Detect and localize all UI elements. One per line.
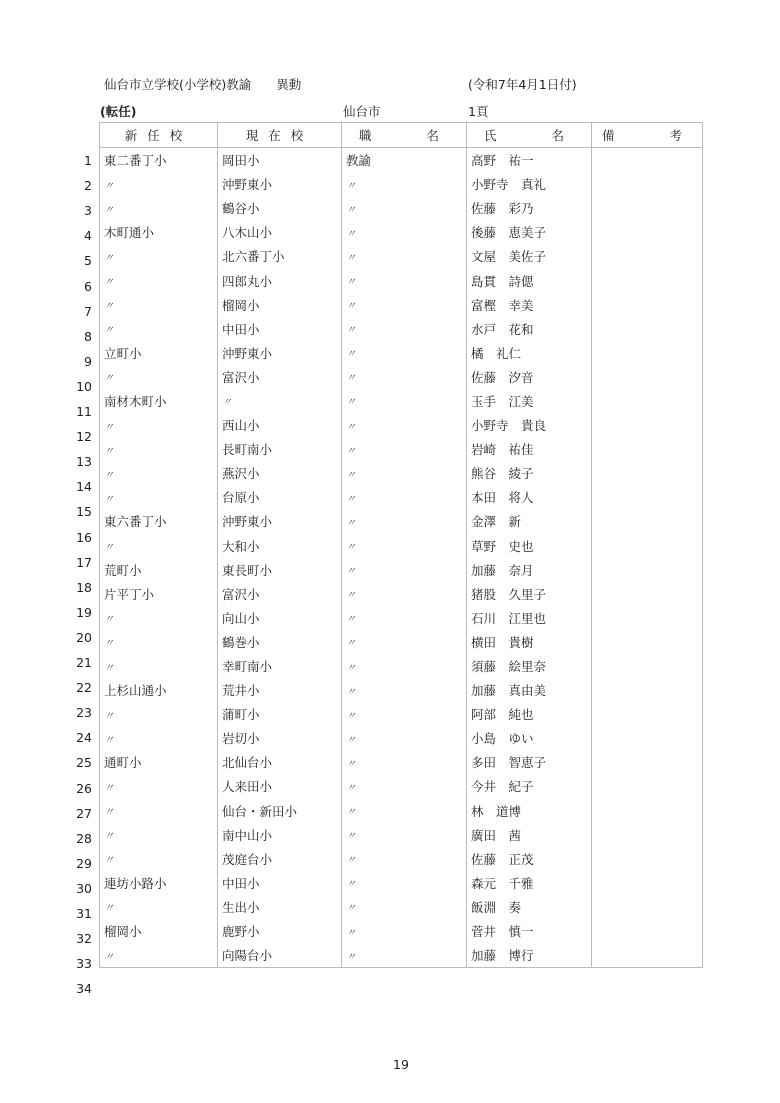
current-school-cell: 鹿野小	[218, 919, 342, 943]
remarks-cell	[592, 220, 703, 244]
current-school-cell: 鶴巻小	[218, 630, 342, 654]
position-cell: 〃	[342, 341, 467, 365]
new-school-cell: 〃	[100, 726, 218, 750]
remarks-cell	[592, 534, 703, 558]
table-row	[100, 558, 703, 582]
row-number: 2	[84, 178, 92, 194]
new-school-cell: 〃	[100, 606, 218, 630]
name-cell: 島貫 詩偲	[467, 268, 592, 292]
current-school-cell: 向陽台小	[218, 943, 342, 968]
current-school-cell: 長町南小	[218, 437, 342, 461]
name-cell: 佐藤 彩乃	[467, 196, 592, 220]
current-school-cell: 人来田小	[218, 774, 342, 798]
row-number: 1	[84, 153, 92, 168]
remarks-cell	[592, 871, 703, 895]
row-number: 20	[76, 629, 92, 645]
new-school-cell: 東二番丁小	[100, 148, 218, 173]
remarks-cell	[592, 148, 703, 173]
row-number: 28	[76, 830, 92, 846]
current-school-cell: 荒井小	[218, 678, 342, 702]
name-cell: 佐藤 正茂	[467, 847, 592, 871]
current-school-cell: 北仙台小	[218, 750, 342, 774]
position-cell: 〃	[342, 823, 467, 847]
remarks-cell	[592, 485, 703, 509]
position-cell: 〃	[342, 871, 467, 895]
table-row	[100, 799, 703, 823]
current-school-cell: 仙台・新田小	[218, 799, 342, 823]
name-cell: 猪股 久里子	[467, 582, 592, 606]
table-row	[100, 774, 703, 798]
new-school-cell: 〃	[100, 485, 218, 509]
table-row	[100, 726, 703, 750]
remarks-cell	[592, 654, 703, 678]
table-row	[100, 871, 703, 895]
page-label: 1頁	[468, 104, 489, 119]
new-school-cell: 〃	[100, 702, 218, 726]
table-row	[100, 654, 703, 678]
name-cell: 阿部 純也	[467, 702, 592, 726]
remarks-cell	[592, 630, 703, 654]
current-school-cell: 燕沢小	[218, 461, 342, 485]
current-school-cell: 榴岡小	[218, 293, 342, 317]
row-number: 16	[76, 529, 92, 545]
position-cell: 〃	[342, 943, 467, 968]
column-header-name: 氏 名	[467, 123, 592, 148]
new-school-cell: 南材木町小	[100, 389, 218, 413]
category-label: (転任)	[100, 104, 137, 119]
current-school-cell: 幸町南小	[218, 654, 342, 678]
table-row	[100, 534, 703, 558]
table-row	[100, 750, 703, 774]
position-cell: 〃	[342, 293, 467, 317]
page-number: 19	[393, 1057, 409, 1072]
row-number: 32	[76, 931, 92, 947]
new-school-cell: 〃	[100, 244, 218, 268]
name-cell: 熊谷 綾子	[467, 461, 592, 485]
current-school-cell: 大和小	[218, 534, 342, 558]
new-school-cell: 〃	[100, 799, 218, 823]
new-school-cell: 〃	[100, 823, 218, 847]
column-header-current-school: 現在校	[218, 123, 342, 148]
current-school-cell: 中田小	[218, 317, 342, 341]
current-school-cell: 岡田小	[218, 148, 342, 173]
row-number: 19	[76, 604, 92, 620]
row-number: 12	[76, 429, 92, 445]
table-row	[100, 943, 703, 968]
new-school-cell: 通町小	[100, 750, 218, 774]
new-school-cell: 〃	[100, 293, 218, 317]
current-school-cell: 富沢小	[218, 365, 342, 389]
position-cell: 〃	[342, 317, 467, 341]
table-row	[100, 244, 703, 268]
current-school-cell: 八木山小	[218, 220, 342, 244]
row-number: 4	[84, 228, 92, 244]
position-cell: 〃	[342, 220, 467, 244]
document-title: 仙台市立学校(小学校)教諭 異動	[104, 77, 302, 92]
name-cell: 水戸 花和	[467, 317, 592, 341]
table-row	[100, 485, 703, 509]
table-row	[100, 630, 703, 654]
name-cell: 橘 礼仁	[467, 341, 592, 365]
position-cell: 〃	[342, 799, 467, 823]
remarks-cell	[592, 389, 703, 413]
position-cell: 〃	[342, 268, 467, 292]
current-school-cell: 四郎丸小	[218, 268, 342, 292]
row-number: 14	[76, 479, 92, 495]
name-cell: 多田 智恵子	[467, 750, 592, 774]
new-school-cell: 〃	[100, 534, 218, 558]
row-number: 15	[76, 504, 92, 520]
position-cell: 〃	[342, 461, 467, 485]
remarks-cell	[592, 606, 703, 630]
table-row	[100, 172, 703, 196]
position-cell: 〃	[342, 895, 467, 919]
current-school-cell: 〃	[218, 389, 342, 413]
name-cell: 小島 ゆい	[467, 726, 592, 750]
position-cell: 〃	[342, 365, 467, 389]
remarks-cell	[592, 317, 703, 341]
position-cell: 〃	[342, 847, 467, 871]
table-row	[100, 317, 703, 341]
name-cell: 加藤 真由美	[467, 678, 592, 702]
position-cell: 〃	[342, 558, 467, 582]
name-cell: 小野寺 貴良	[467, 413, 592, 437]
remarks-cell	[592, 678, 703, 702]
row-number: 22	[76, 680, 92, 696]
remarks-cell	[592, 943, 703, 968]
table-row	[100, 823, 703, 847]
row-number: 34	[76, 981, 92, 997]
new-school-cell: 〃	[100, 365, 218, 389]
new-school-cell: 〃	[100, 654, 218, 678]
new-school-cell: 立町小	[100, 341, 218, 365]
current-school-cell: 生出小	[218, 895, 342, 919]
row-number: 7	[84, 303, 92, 319]
remarks-cell	[592, 293, 703, 317]
current-school-cell: 茂庭台小	[218, 847, 342, 871]
row-number: 10	[76, 378, 92, 394]
table-row	[100, 220, 703, 244]
row-number: 9	[84, 353, 92, 369]
transfer-table	[99, 122, 703, 968]
position-cell: 〃	[342, 534, 467, 558]
remarks-cell	[592, 365, 703, 389]
new-school-cell: 〃	[100, 461, 218, 485]
position-cell: 〃	[342, 702, 467, 726]
row-number: 26	[76, 780, 92, 796]
position-cell: 〃	[342, 437, 467, 461]
row-number: 31	[76, 906, 92, 921]
new-school-cell: 〃	[100, 196, 218, 220]
remarks-cell	[592, 750, 703, 774]
name-cell: 草野 史也	[467, 534, 592, 558]
name-cell: 文屋 美佐子	[467, 244, 592, 268]
new-school-cell: 榴岡小	[100, 919, 218, 943]
table-row	[100, 268, 703, 292]
new-school-cell: 〃	[100, 317, 218, 341]
remarks-cell	[592, 558, 703, 582]
name-cell: 須藤 絵里奈	[467, 654, 592, 678]
position-cell: 〃	[342, 413, 467, 437]
new-school-cell: 〃	[100, 413, 218, 437]
remarks-cell	[592, 509, 703, 533]
row-number: 11	[76, 404, 92, 419]
current-school-cell: 鶴谷小	[218, 196, 342, 220]
new-school-cell: 荒町小	[100, 558, 218, 582]
position-cell: 〃	[342, 630, 467, 654]
remarks-cell	[592, 196, 703, 220]
position-cell: 〃	[342, 582, 467, 606]
name-cell: 金澤 新	[467, 509, 592, 533]
column-header-new-school: 新任校	[100, 123, 218, 148]
new-school-cell: 連坊小路小	[100, 871, 218, 895]
remarks-cell	[592, 702, 703, 726]
row-number: 29	[76, 855, 92, 871]
current-school-cell: 東長町小	[218, 558, 342, 582]
name-cell: 加藤 博行	[467, 943, 592, 968]
remarks-cell	[592, 461, 703, 485]
table-row	[100, 365, 703, 389]
name-cell: 富樫 幸美	[467, 293, 592, 317]
position-cell: 〃	[342, 750, 467, 774]
row-number: 25	[76, 755, 92, 771]
table-row	[100, 293, 703, 317]
position-cell: 〃	[342, 606, 467, 630]
position-cell: 〃	[342, 196, 467, 220]
row-number: 30	[76, 880, 92, 896]
name-cell: 横田 貴樹	[467, 630, 592, 654]
row-number: 23	[76, 705, 92, 721]
name-cell: 本田 将人	[467, 485, 592, 509]
current-school-cell: 南中山小	[218, 823, 342, 847]
new-school-cell: 〃	[100, 774, 218, 798]
remarks-cell	[592, 799, 703, 823]
row-number: 13	[76, 454, 92, 470]
table-row	[100, 678, 703, 702]
name-cell: 石川 江里也	[467, 606, 592, 630]
current-school-cell: 中田小	[218, 871, 342, 895]
new-school-cell: 〃	[100, 268, 218, 292]
remarks-cell	[592, 726, 703, 750]
position-cell: 〃	[342, 919, 467, 943]
remarks-cell	[592, 244, 703, 268]
remarks-cell	[592, 847, 703, 871]
new-school-cell: 片平丁小	[100, 582, 218, 606]
table-row	[100, 702, 703, 726]
row-number: 5	[84, 253, 92, 269]
name-cell: 後藤 恵美子	[467, 220, 592, 244]
city-label: 仙台市	[343, 104, 381, 119]
name-cell: 加藤 奈月	[467, 558, 592, 582]
name-cell: 岩崎 祐佳	[467, 437, 592, 461]
remarks-cell	[592, 172, 703, 196]
name-cell: 小野寺 真礼	[467, 172, 592, 196]
new-school-cell: 木町通小	[100, 220, 218, 244]
current-school-cell: 沖野東小	[218, 341, 342, 365]
table-row	[100, 437, 703, 461]
name-cell: 高野 祐一	[467, 148, 592, 173]
current-school-cell: 富沢小	[218, 582, 342, 606]
current-school-cell: 向山小	[218, 606, 342, 630]
row-number: 27	[76, 805, 92, 821]
new-school-cell: 〃	[100, 172, 218, 196]
current-school-cell: 沖野東小	[218, 509, 342, 533]
name-cell: 廣田 茜	[467, 823, 592, 847]
new-school-cell: 上杉山通小	[100, 678, 218, 702]
row-number: 3	[84, 203, 92, 219]
name-cell: 森元 千雅	[467, 871, 592, 895]
table-row	[100, 919, 703, 943]
remarks-cell	[592, 341, 703, 365]
remarks-cell	[592, 582, 703, 606]
remarks-cell	[592, 823, 703, 847]
name-cell: 佐藤 汐音	[467, 365, 592, 389]
table-row	[100, 461, 703, 485]
position-cell: 〃	[342, 389, 467, 413]
table-row	[100, 196, 703, 220]
position-cell: 〃	[342, 654, 467, 678]
new-school-cell: 〃	[100, 895, 218, 919]
column-header-position: 職 名	[342, 123, 467, 148]
position-cell: 〃	[342, 774, 467, 798]
column-header-remarks: 備 考	[592, 123, 703, 148]
new-school-cell: 東六番丁小	[100, 509, 218, 533]
name-cell: 玉手 江美	[467, 389, 592, 413]
row-number: 21	[76, 655, 92, 670]
position-cell: 〃	[342, 726, 467, 750]
current-school-cell: 西山小	[218, 413, 342, 437]
current-school-cell: 沖野東小	[218, 172, 342, 196]
name-cell: 林 道博	[467, 799, 592, 823]
name-cell: 今井 紀子	[467, 774, 592, 798]
table-row	[100, 341, 703, 365]
position-cell: 〃	[342, 509, 467, 533]
row-number: 6	[84, 278, 92, 294]
remarks-cell	[592, 774, 703, 798]
position-cell: 〃	[342, 172, 467, 196]
name-cell: 飯淵 奏	[467, 895, 592, 919]
position-cell: 〃	[342, 678, 467, 702]
current-school-cell: 岩切小	[218, 726, 342, 750]
table-row	[100, 847, 703, 871]
row-number: 24	[76, 730, 92, 746]
table-row	[100, 895, 703, 919]
remarks-cell	[592, 413, 703, 437]
new-school-cell: 〃	[100, 437, 218, 461]
new-school-cell: 〃	[100, 943, 218, 968]
remarks-cell	[592, 437, 703, 461]
table-row	[100, 148, 703, 173]
current-school-cell: 北六番丁小	[218, 244, 342, 268]
position-cell: 〃	[342, 485, 467, 509]
row-number: 17	[76, 554, 92, 570]
effective-date: (令和7年4月1日付)	[468, 77, 577, 92]
table-row	[100, 413, 703, 437]
row-number: 8	[84, 328, 92, 344]
current-school-cell: 台原小	[218, 485, 342, 509]
new-school-cell: 〃	[100, 847, 218, 871]
position-cell: 教諭	[342, 148, 467, 173]
table-row	[100, 389, 703, 413]
table-row	[100, 509, 703, 533]
table-row	[100, 606, 703, 630]
row-number: 33	[76, 956, 92, 972]
remarks-cell	[592, 919, 703, 943]
table-row	[100, 582, 703, 606]
remarks-cell	[592, 895, 703, 919]
position-cell: 〃	[342, 244, 467, 268]
current-school-cell: 蒲町小	[218, 702, 342, 726]
remarks-cell	[592, 268, 703, 292]
row-number: 18	[76, 579, 92, 595]
new-school-cell: 〃	[100, 630, 218, 654]
name-cell: 菅井 慎一	[467, 919, 592, 943]
table-header-row	[100, 123, 703, 148]
